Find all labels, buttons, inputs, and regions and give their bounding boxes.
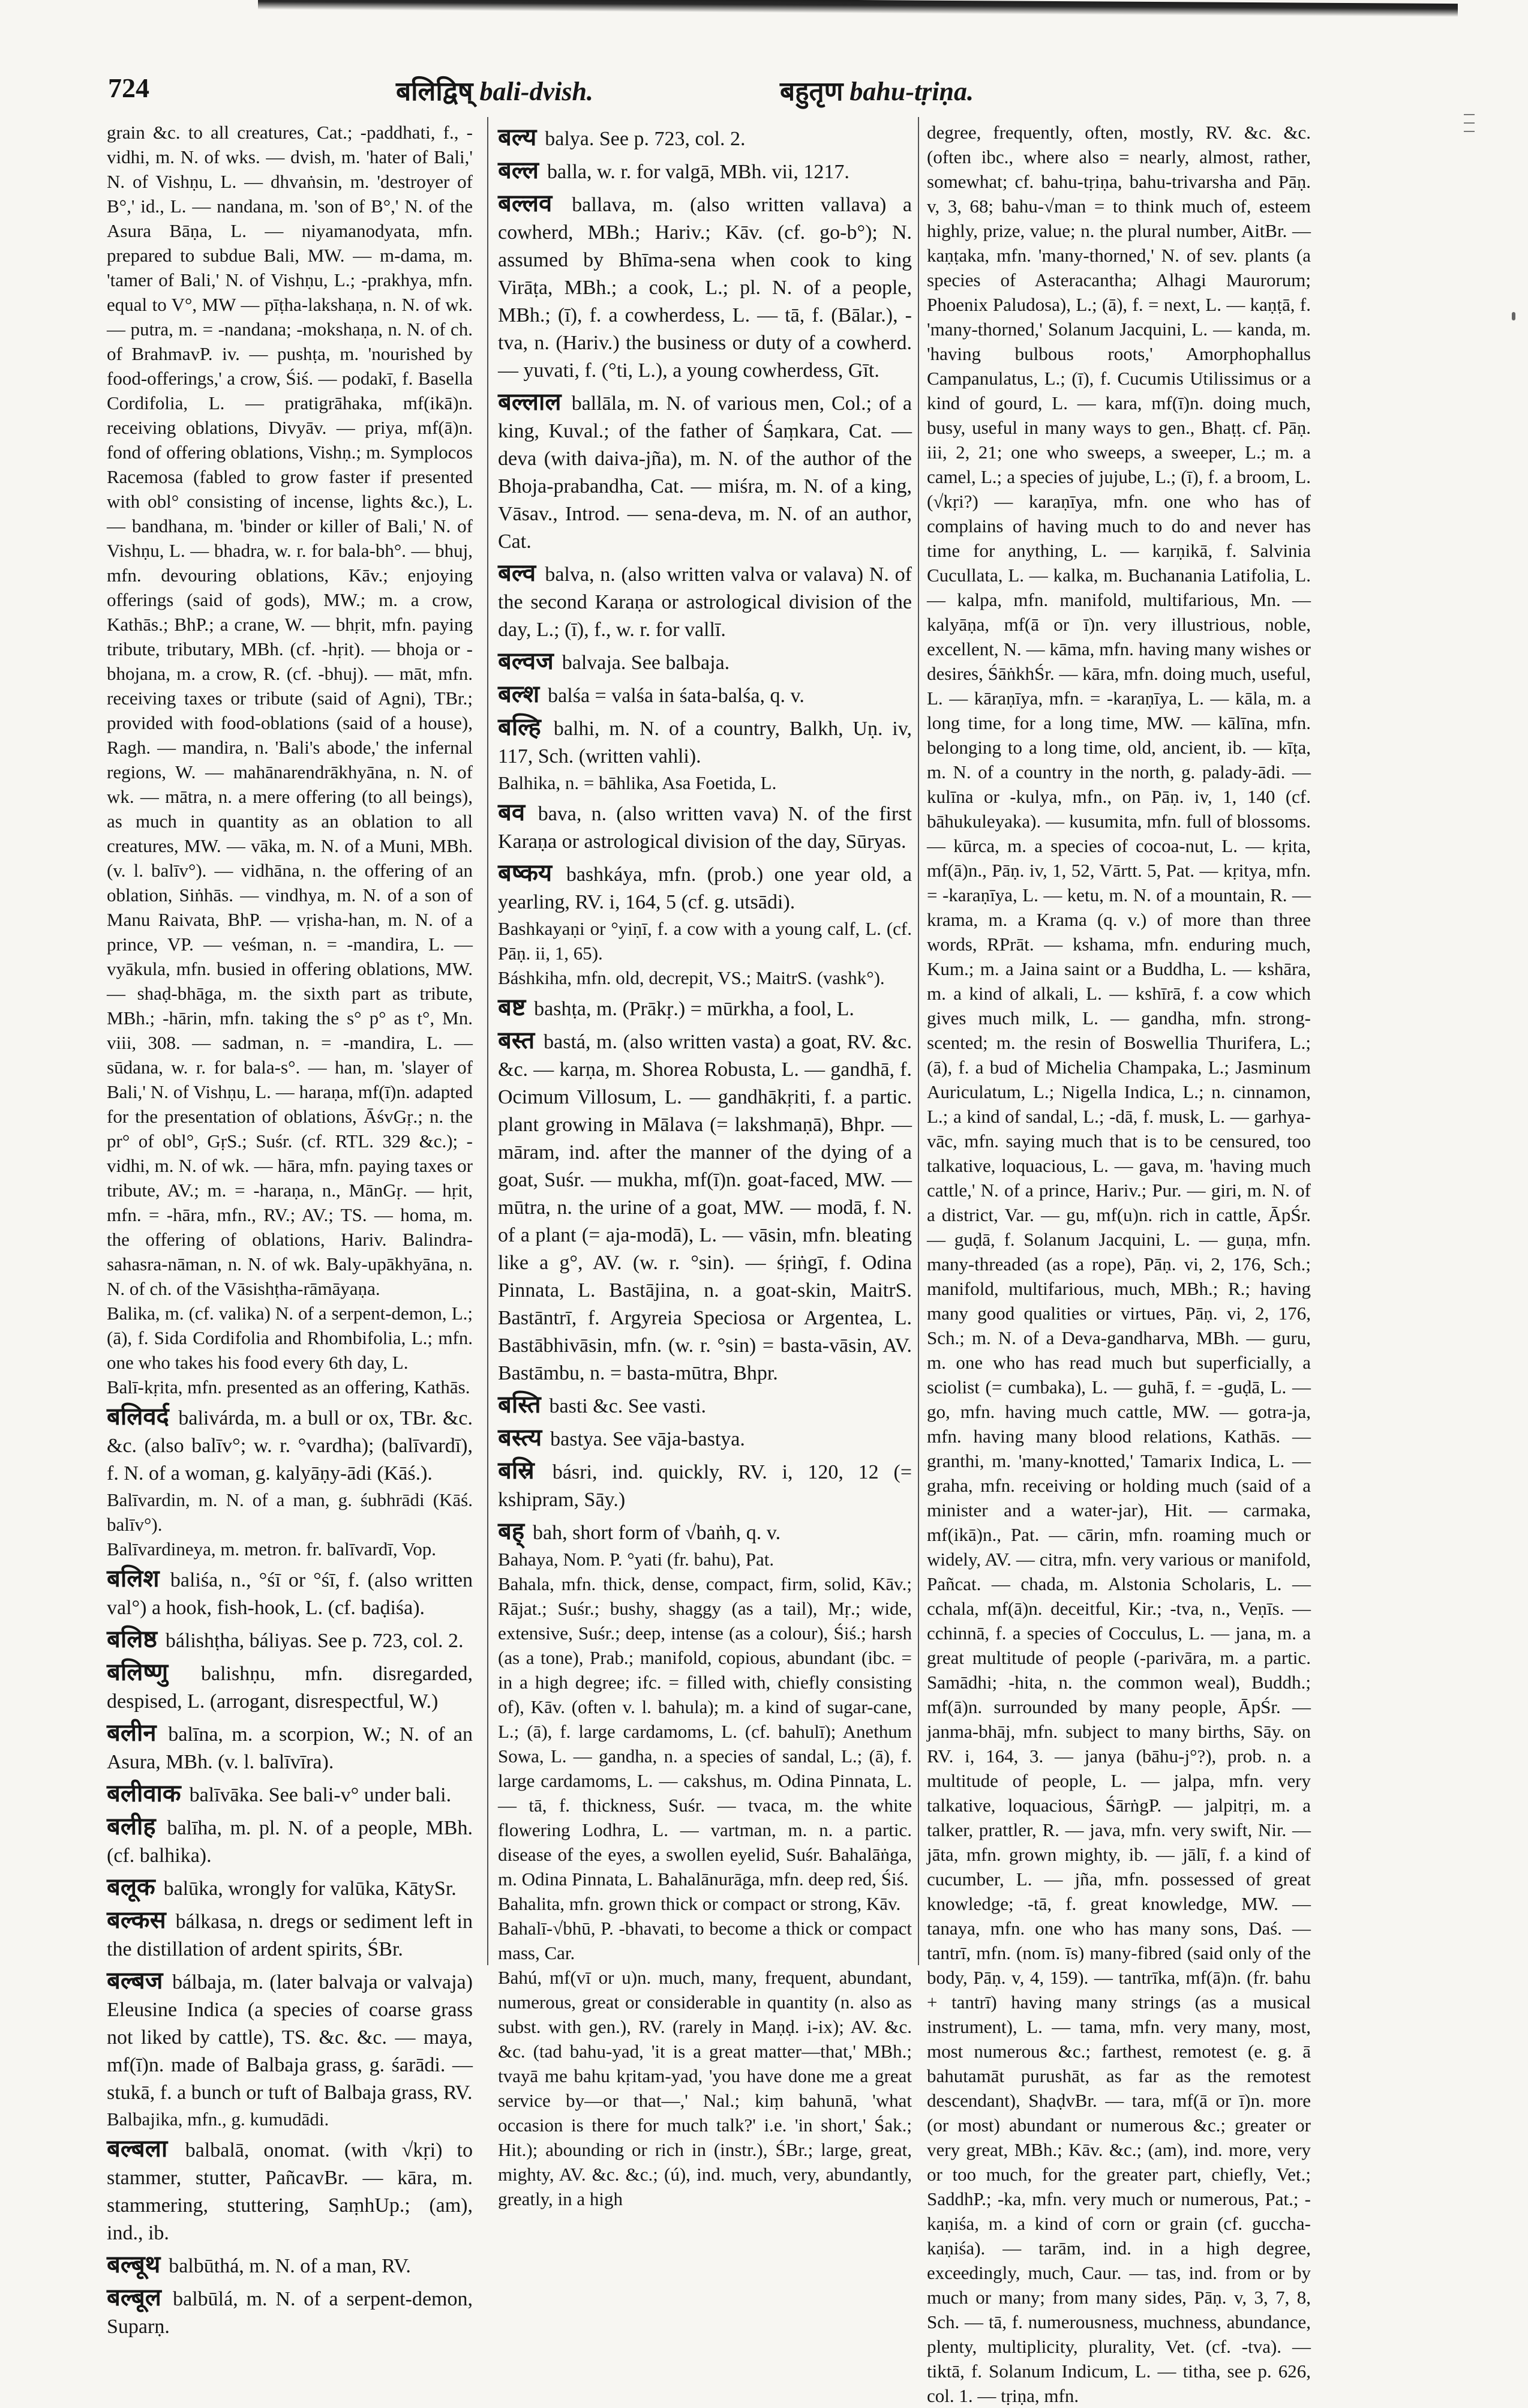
dictionary-entry: Bahú, mf(vī or u)n. much, many, frequent, abundant, numerous, great or considerable in quantity (n. also as subst. with gen.), RV. (rarely in Maṇḍ. i-ix); AV. &c. &c. (tad bahu-yad, 'it is a great matter—that,' MBh.; tvayā me bahu kṛitam-yad, 'you have done me a great service by—or that—,' Nal.; kiṃ bahunā, 'what occasion is there for much talk?' i.e. 'in short,' Śak.; Hit.); abounding or rich in (instr.), ŚBr.; large, great, mighty, AV. &c. &c.; (ú), ind. much, very, abundantly, greatly, in a high (498, 1967, 912, 2209)
dictionary-entry: बलिश baliśa, n., °śī or °śī, f. (also written val°) a hook, fish-hook, L. (cf. baḍiśa). (107, 1565, 473, 1619)
dictionary-entry: बल्कस bálkasa, n. dregs or sediment left in the distillation of ardent spirits, ŚBr. (107, 1906, 473, 1960)
dictionary-entry: बह् bah, short form of √baṅh, q. v. (498, 1518, 781, 1545)
devanagari-headword: बस्ति (498, 1391, 550, 1419)
dictionary-entry: बल्बूथ balbūthá, m. N. of a man, RV. (107, 2251, 411, 2278)
devanagari-headword: बलीह (107, 1813, 167, 1840)
devanagari-headword: बल्ल (498, 157, 547, 184)
dictionary-entry: Balbajika, mfn., g. kumudādi. (107, 2109, 329, 2130)
dictionary-entry: बलिष्ठ bálishṭha, báliyas. See p. 723, col. 2. (107, 1626, 464, 1653)
dictionary-entry: Bahala, mfn. thick, dense, compact, firm, solid, Kāv.; Rājat.; Suśr.; bushy, shaggy (as a tail), Mṛ.; wide, extensive, Suśr.; deep, intense (as a colour), Śiś.; harsh (as a tone), Prab.; manifold, copious, abundant (ibc. = in a high degree; ifc. = filled with, chiefly consisting of), Kāv. (often v. l. bahula); m. a kind of sugar-cane, L.; (ā), f. large cardamoms, L. (cf. bahulī); Anethum Sowa, L. — gandha, n. a species of sandal, L.; (ā), f. large cardamoms, L. — cakshus, m. Odina Pinnata, L. — tā, f. thickness, Suśr. — tvaca, m. the white flowering Lodhra, L. — vartman, m. n. a partic. disease of the eyes, a swollen eyelid, Suśr. Bahalāṅga, m. Odina Pinnata, L. Bahalānurāga, mfn. deep red, Śiś. (498, 1573, 912, 1890)
dictionary-entry: Balika, m. (cf. valika) N. of a serpent-demon, L.; (ā), f. Sida Cordifolia and Rhombifolia, L.; mfn. one who takes his food every 6th day, L. (107, 1303, 473, 1373)
dictionary-entry: Bahalī-√bhū, P. -bhavati, to become a thick or compact mass, Car. (498, 1918, 912, 1963)
dictionary-entry: बव bava, n. (also written vava) N. of the first Karaṇa or astrological division of the day, Sūryas. (498, 799, 912, 853)
dictionary-entry: बस्ति basti &c. See vasti. (498, 1391, 707, 1419)
devanagari-headword: बलिष्ठ (107, 1626, 166, 1653)
dictionary-entry: Balīvardineya, m. metron. fr. balīvardī, Vop. (107, 1539, 436, 1560)
dictionary-entry: बस्त्य bastya. See vāja-bastya. (498, 1424, 745, 1452)
devanagari-headword: बल्लव (498, 190, 572, 217)
dictionary-entry: बल्हि balhi, m. N. of a country, Balkh, Uṇ. iv, 117, Sch. (written vahli). (498, 713, 912, 767)
dictionary-entry: बष्कय bashkáya, mfn. (prob.) one year old, a yearling, RV. i, 164, 5 (cf. g. utsādi). (498, 859, 912, 913)
dictionary-entry: Balī-kṛita, mfn. presented as an offering, Kathās. (107, 1377, 470, 1398)
dictionary-entry: बल्बज bálbaja, m. (later balvaja or valvaja) Eleusine Indica (a species of coarse grass not liked by cattle), TS. &c. &c. — maya, mf(ī)n. made of Balbaja grass, g. śarādi. — stukā, f. a bunch or tuft of Balbaja grass, RV. (107, 1967, 473, 2104)
devanagari-headword: बल्लाल (498, 388, 572, 416)
dictionary-entry: grain &c. to all creatures, Cat.; -paddhati, f., -vidhi, m. N. of wks. — dvish, m. 'hater of Bali,' N. of Vishṇu, L. — dhvaṅsin, m. 'destroyer of B°,' id., L. — nandana, m. 'son of B°,' N. of the Asura Bāṇa, L. — niyamanodyata, mfn. prepared to subdue Bali, MW. — m-dama, m. 'tamer of Bali,' N. of Vishṇu, L.; -prakhya, mfn. equal to V°, MW — pīṭha-lakshaṇa, n. N. of wk. — putra, m. = -nandana; -mokshaṇa, n. N. of ch. of BrahmavP. iv. — pushṭa, m. 'nourished by food-offerings,' a crow, Śiś. — podakī, f. Basella Cordifolia, L. — pratigrāhaka, mf(ikā)n. receiving oblations, Divyāv. — priya, mf(ā)n. fond of offering oblations, Vishṇ.; m. Symplocos Racemosa (fabled to grow faster if presented with obl° consisting of incense, lights &c.), L. — bandhana, m. 'binder or killer of Bali,' N. of Vishṇu, L. — bhadra, w. r. for bala-bh°. — bhuj, mfn. devouring oblations, Kāv.; enjoying offerings (said of gods), MW.; m. a crow, Kathās.; BhP.; a crane, W. — bhṛit, mfn. paying tribute, tributary, MBh. (cf. -hṛit). — bhoja or -bhojana, m. a crow, R. (cf. -bhuj). — māt, mfn. receiving taxes or tribute (said of Agni), TBr.; provided with food-oblations (said of a house), Ragh. — mandira, n. 'Bali's abode,' the infernal regions, W. — mahānarendrākhyāna, n. N. of wk. — mātra, n. a mere offering (to all beings), as much in quantity as an oblation to all creatures, MW. — vāka, m. N. of a Muni, MBh. (v. l. balīv°). — vidhāna, n. the offering of an oblation, Siṅhās. — vindhya, m. N. of a son of Manu Raivata, BhP. — vṛisha-han, m. N. of a prince, VP. — veśman, n. = -mandira, L. — vyākula, mfn. busied in offering oblations, MW. — shaḍ-bhāga, m. the sixth part as tribute, MBh.; -hārin, mfn. taking the s° p° as t°, Mn. viii, 308. — sadman, n. = -mandira, L. — sūdana, w. r. for bala-s°. — han, m. 'slayer of Bali,' N. of Vishṇu, L. — haraṇa, mf(ī)n. adapted for the presentation of oblations, ĀśvGṛ.; n. the pr° of obl°, GṛS.; Suśr. (cf. RTL. 329 &c.); -vidhi, m. N. of wk. — hāra, mfn. paying taxes or tribute, AV.; m. = -haraṇa, n., MānGṛ. — hṛit, mfn. = -hāra, mfn., RV.; AV.; TS. — homa, m. the offering of oblations, Hariv. Balindra-sahasra-nāman, n. N. of wk. Baly-upākhyāna, n. N. of ch. of the Vāsishṭha-rāmāyaṇa. (107, 122, 473, 1299)
page-top-edge-shadow (258, 0, 1458, 17)
dictionary-entry: बलीह balīha, m. pl. N. of a people, MBh. (cf. balhika). (107, 1813, 473, 1867)
devanagari-headword: बल्बज (107, 1967, 173, 1995)
column-rule-2 (918, 117, 919, 1965)
devanagari-headword: बष्कय (498, 859, 566, 887)
margin-mark (1464, 122, 1475, 124)
devanagari-headword: बल्य (498, 124, 545, 151)
left-headword-roman: bali-dvish. (479, 77, 593, 106)
dictionary-entry: बष्ट bashṭa, m. (Prākṛ.) = mūrkha, a fool, L. (498, 994, 854, 1021)
dictionary-entry: Bahaya, Nom. P. °yati (fr. bahu), Pat. (498, 1549, 774, 1570)
dictionary-entry: बलिवर्द balivárda, m. a bull or ox, TBr. &c. &c. (also balīv°; w. r. °vardha); (balīvardī), f. N. of a woman, g. kalyāṇy-ādi (Kāś.). (107, 1403, 473, 1485)
margin-mark (1464, 114, 1475, 115)
dictionary-entry: बल्वज balvaja. See balbaja. (498, 647, 730, 675)
devanagari-headword: बलूक (107, 1873, 164, 1901)
dictionary-entry: Balhika, n. = bāhlika, Asa Foetida, L. (498, 772, 777, 793)
devanagari-headword: बलिश (107, 1565, 170, 1593)
left-running-headword (396, 72, 593, 108)
margin-mark (1464, 131, 1475, 132)
devanagari-headword: बलिवर्द (107, 1403, 179, 1431)
dictionary-entry: बलूक balūka, wrongly for valūka, KātySr. (107, 1873, 457, 1901)
dictionary-entry: Balīvardin, m. N. of a man, g. śubhrādi (Kāś. balīv°). (107, 1489, 473, 1535)
devanagari-headword: बस्रि (498, 1457, 553, 1485)
dictionary-entry: बलीवाक balīvāka. See bali-v° under bali. (107, 1780, 452, 1807)
devanagari-headword: बल्कस (107, 1906, 176, 1934)
margin-speck (1512, 312, 1515, 320)
dictionary-entry: बल्श balśa = valśa in śata-balśa, q. v. (498, 680, 804, 708)
dictionary-entry: Bashkayaṇi or °yiṇī, f. a cow with a young calf, L. (cf. Pāṇ. ii, 1, 65). (498, 918, 912, 964)
dictionary-entry: बल्लाल ballāla, m. N. of various men, Col.; of a king, Kuval.; of the father of Śaṃkara, Cat. — deva (with daiva-jña), m. N. of the author of the Bhoja-prabandha, Cat. — miśra, m. N. of a king, Vāsav., Introd. — sena-deva, m. N. of an author, Cat. (498, 388, 912, 553)
devanagari-headword: बल्हि (498, 713, 554, 741)
devanagari-headword: बलीन (107, 1719, 169, 1747)
column-rule-1 (487, 117, 488, 1965)
devanagari-headword: बस्त (498, 1027, 544, 1054)
right-running-headword (780, 72, 974, 108)
dictionary-entry: बल्बला balbalā, onomat. (with √kṛi) to stammer, stutter, PañcavBr. — kāra, m. stammering, stuttering, SaṃhUp.; (am), ind., ib. (107, 2135, 473, 2244)
devanagari-headword: बलीवाक (107, 1780, 190, 1807)
dictionary-entry: Báshkiha, mfn. old, decrepit, VS.; MaitrS. (vashk°). (498, 967, 885, 988)
devanagari-headword: बल्व (498, 559, 545, 587)
left-headword-devanagari: बलिद्विष् (396, 76, 473, 107)
devanagari-headword: बल्बूथ (107, 2251, 169, 2278)
devanagari-headword: बलिष्णु (107, 1659, 202, 1686)
column-2 (498, 120, 912, 2209)
dictionary-entry: बल्ल balla, w. r. for valgā, MBh. vii, 1217. (498, 157, 849, 184)
dictionary-entry: बस्त bastá, m. (also written vasta) a goat, RV. &c. &c. — karṇa, m. Shorea Robusta, L. — gandhā, f. Ocimum Villosum, L. — gandhākṛiti, f. a partic. plant growing in Mālava (= lakshmaṇā), Bhpr. — māram, ind. after the manner of the dying of a goat, Suśr. — mukha, mf(ī)n. goat-faced, MW. — mūtra, n. the urine of a goat, MW. — modā, f. N. of a plant (= aja-modā), L. — vāsin, mfn. bleating like a g°, AV. (w. r. °sin). — śṛiṅgī, f. Odina Pinnata, L. Bastājina, n. a goat-skin, MaitrS. Bastāntrī, f. Argyreia Speciosa or Argentea, L. Bastābhivāsin, mfn. (w. r. °sin) = basta-vāsin, AV. Bastāmbu, n. = basta-mūtra, Bhpr. (498, 1027, 912, 1384)
dictionary-entry: बल्बूल balbūlá, m. N. of a serpent-demon, Suparṇ. (107, 2284, 473, 2338)
devanagari-headword: बल्वज (498, 647, 562, 675)
devanagari-headword: बव (498, 799, 538, 826)
dictionary-entry: बल्व balva, n. (also written valva or valava) N. of the second Karaṇa or astrological division of the day, L.; (ī), f., w. r. for vallī. (498, 559, 912, 641)
dictionary-entry: बल्य balya. See p. 723, col. 2. (498, 124, 746, 151)
devanagari-headword: बह् (498, 1518, 533, 1545)
dictionary-entry: बस्रि básri, ind. quickly, RV. i, 120, 12 (= kshipram, Sāy.) (498, 1457, 912, 1511)
dictionary-entry: बलिष्णु balishṇu, mfn. disregarded, despised, L. (arrogant, disrespectful, W.) (107, 1659, 473, 1713)
devanagari-headword: बल्बला (107, 2135, 185, 2163)
devanagari-headword: बस्त्य (498, 1424, 551, 1452)
page-number: 724 (108, 73, 149, 103)
dictionary-entry: बल्लव ballava, m. (also written vallava) a cowherd, MBh.; Hariv.; Kāv. (cf. go-b°); N. assumed by Bhīma-sena when cook to king Virāṭa, MBh.; a cook, L.; pl. N. of a people, MBh.; (ī), f. a cowherdess, L. — tā, f. (Bālar.), -tva, n. (Hariv.) the business or duty of a cowherd. — yuvati, f. (°ti, L.), a young cowherdess, Gīt. (498, 190, 912, 382)
devanagari-headword: बल्श (498, 680, 548, 708)
column-3 (927, 120, 1311, 2406)
devanagari-headword: बष्ट (498, 994, 535, 1021)
right-headword-devanagari: बहुतृण (780, 76, 843, 107)
dictionary-entry: Bahalita, mfn. grown thick or compact or strong, Kāv. (498, 1893, 901, 1914)
dictionary-entry: degree, frequently, often, mostly, RV. &c. &c. (often ibc., where also = nearly, almost, rather, somewhat; cf. bahu-tṛiṇa, bahu-trivarsha and Pāṇ. v, 3, 68; bahu-√man = to think much of, esteem highly, prize, value; n. the plural number, AitBr. — kaṇṭaka, mfn. 'many-thorned,' N. of sev. plants (a species of Asteracantha; Alhagi Maurorum; Phoenix Paludosa), L.; (ā), f. = next, L. — kaṇṭā, f. 'many-thorned,' Solanum Jacquini, L. — kanda, m. 'having bulbous roots,' Amorphophallus Campanulatus, L.; (ī), f. Cucumis Utilissimus or a kind of gourd, L. — kara, mf(ī)n. doing much, busy, useful in many ways to gen., Bhaṭṭ. cf. Pāṇ. iii, 2, 21; one who sweeps, a sweeper, L.; m. a camel, L.; a species of jujube, L.; (ī), f. a broom, L. (√kṛi?) — karaṇīya, mfn. one who has of complains of having much to do and never has time for anything, L. — karṇikā, f. Salvinia Cucullata, L. — kalka, m. Buchanania Latifolia, L. — kalpa, mfn. manifold, multifarious, Mn. — kalyāṇa, mf(ā or ī)n. very illustrious, noble, excellent, N. — kāma, mfn. having many wishes or desires, ŚāṅkhŚr. — kāra, mfn. doing much, useful, L. — kāraṇīya, mfn. = -karaṇīya, L. — kāla, m. a long time, for a long time, MW. — kālīna, mfn. belonging to a long time, old, ancient, ib. — kīṭa, m. N. of a country in the north, g. palady-ādi. — kulīna or -kulya, mfn., on Pāṇ. iv, 1, 140 (cf. bāhukuleyaka). — kusumita, mfn. full of blossoms. — kūrca, m. a species of cocoa-nut, L. — kṛita, mf(ā)n., Pāṇ. iv, 1, 52, Vārtt. 5, Pat. — kṛitya, mfn. = -karaṇīya, L. — ketu, m. N. of a mountain, R. — krama, m. a Krama (q. v.) of more than three words, RPrāt. — kshama, mfn. enduring much, Kum.; m. a Jaina saint or a Buddha, L. — kshāra, m. a kind of alkali, L. — kshīrā, f. a cow which gives much milk, L. — gandha, mfn. strong-scented; m. the resin of Boswellia Thurifera, L.; (ā), f. a bud of Michelia Champaka, L.; Jasminum Auriculatum, L.; Nigella Indica, L.; n. cinnamon, L.; a kind of sandal, L.; -dā, f. musk, L. — garhya-vāc, mfn. saying much that is to be censured, too talkative, loquacious, L. — gava, m. 'having much cattle,' N. of a prince, Hariv.; Pur. — giri, m. N. of a district, Var. — gu, mf(u)n. rich in cattle, ĀpŚr. — guḍā, f. Solanum Jacquini, L. — guṇa, mfn. many-threaded (as a rope), Pāṇ. vi, 2, 176, Sch.; manifold, multifarious, much, MBh.; R.; having many good qualities or virtues, Pāṇ. vi, 2, 176, Sch.; m. N. of a Deva-gandharva, MBh. — guru, m. one who has read much but superficially, a sciolist (= cumbaka), L. — guhā, f. = -guḍā, L. — go, mfn. having much cattle, MW. — gotra-ja, mfn. having many blood relations, Kathās. — granthi, m. 'many-knotted,' Tamarix Indica, L. — graha, mfn. receiving or holding much (said of a minister and a water-jar), Hit. — carmaka, mf(ikā)n., Pat. — cārin, mfn. roaming much or widely, AV. — citra, mfn. very various or manifold, Pañcat. — chada, m. Alstonia Scholaris, L. — cchala, mf(ā)n. deceitful, Kir.; -tva, n., Veṇīs. — cchinnā, f. a species of Cocculus, L. — jana, m. a great multitude of people (-parivāra, m. a partic. Samādhi; -hita, n. the common weal), Buddh.; mf(ā)n. surrounded by many people, ĀpŚr. — janma-bhāj, mfn. subject to many births, Sāy. on RV. i, 164, 3. — janya (bāhu-j°?), prob. n. a multitude of people, L. — jalpa, mfn. very talkative, loquacious, ŚārṅgP. — jalpitṛi, m. a talker, prattler, R. — java, mfn. very swift, Nir. — jāta, mfn. grown mighty, ib. — jālī, f. a kind of cucumber, L. — jña, mfn. possessed of great knowledge; -tā, f. great knowledge, MW. — tanaya, mfn. one who has many sons, Daś. — tantrī, mfn. (nom. īs) many-fibred (said only of the body, Pāṇ. v, 4, 159). — tantrīka, mf(ā)n. (fr. bahu + tantrī) having many strings (as a musical instrument), L. — tama, mfn. very many, most, most numerous &c.; farthest, remotest (e. g. ā bahutamāt purushāt, as far as the remotest descendant), ShaḍvBr. — tara, mf(ā or ī)n. more (or most) abundant or numerous &c.; greater or very great, MBh.; Kāv. &c.; (am), ind. more, very or too much, for the greater part, chiefly, Vet.; SaddhP.; -ka, mfn. very much or numerous, Pat.; -kaṇiśa, m. a kind of corn or grain (cf. guccha-kaṇiśa). — tarām, ind. in a high degree, exceedingly, much, Caur. — tas, ind. from or by much or many; from many sides, Pāṇ. v, 3, 7, 8, Sch. — tā, f. numerousness, muchness, abundance, plenty, multiplicity, plurality, Vet. (cf. -tva). — tiktā, f. Solanum Indicum, L. — titha, see p. 626, col. 1. — tṛiṇa, mfn. (927, 122, 1311, 2406)
page-header (108, 72, 1428, 120)
dictionary-entry: बलीन balīna, m. a scorpion, W.; N. of an Asura, MBh. (v. l. balīvīra). (107, 1719, 473, 1773)
right-headword-roman: bahu-tṛiṇa. (849, 77, 974, 106)
column-1 (107, 120, 473, 2338)
devanagari-headword: बल्बूल (107, 2284, 173, 2311)
